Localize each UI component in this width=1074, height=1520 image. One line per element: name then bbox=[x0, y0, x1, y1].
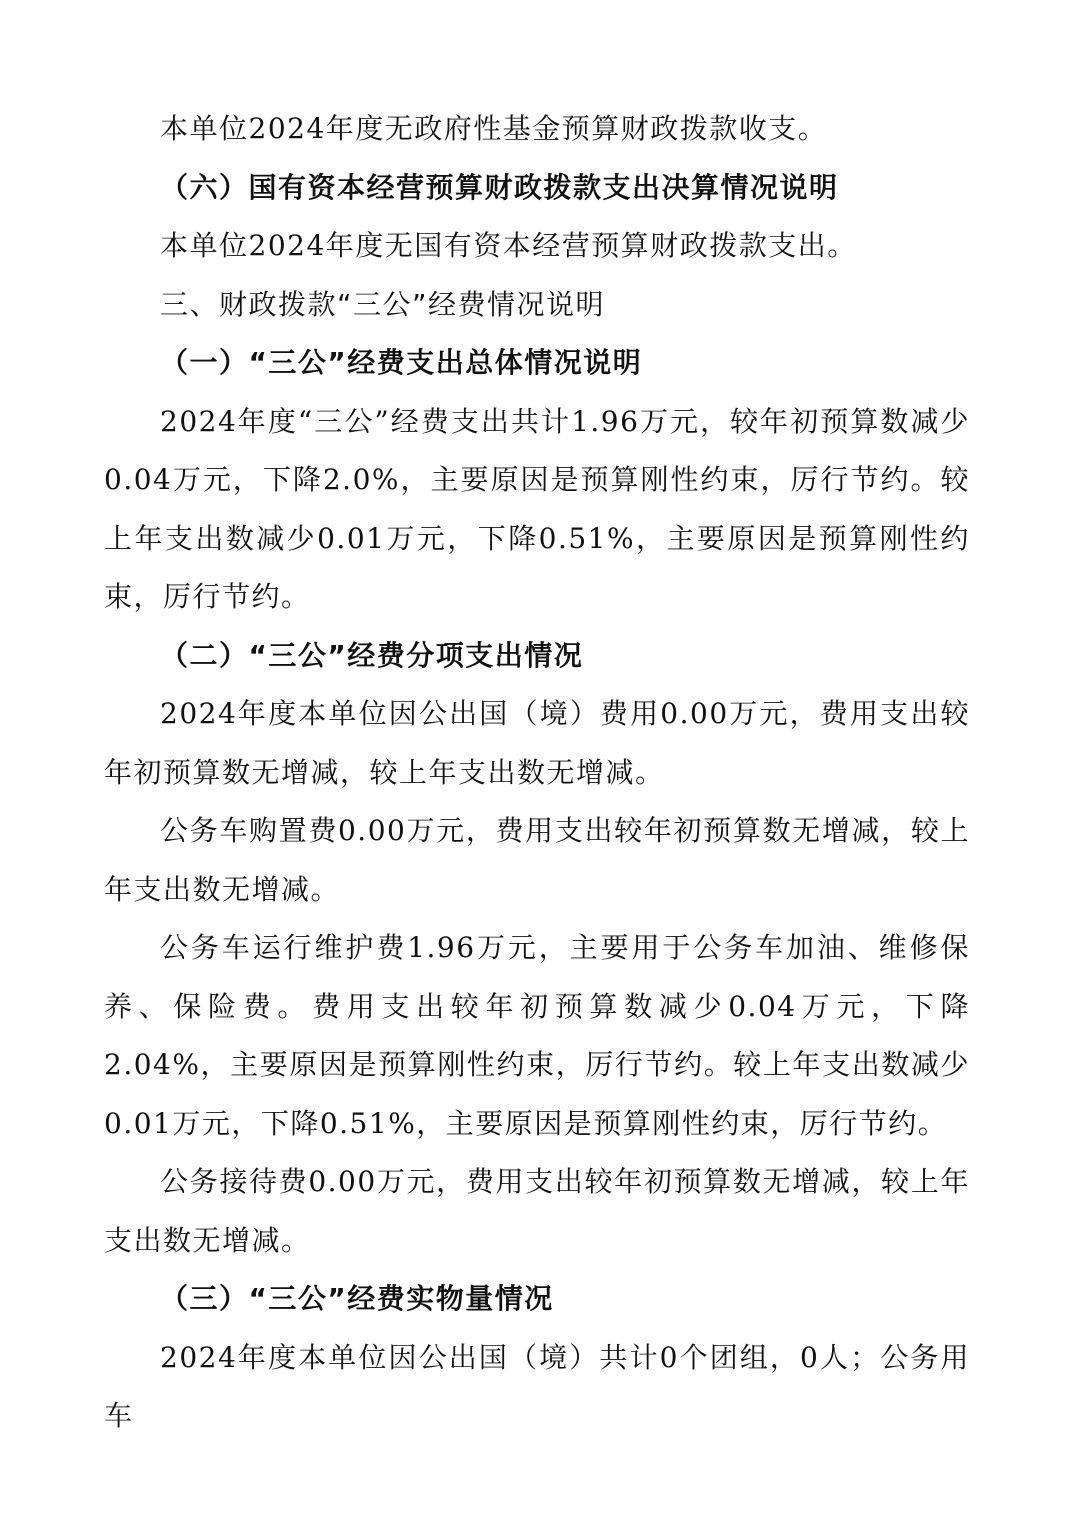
heading-state-capital: （六）国有资本经营预算财政拨款支出决算情况说明 bbox=[160, 170, 839, 204]
document-page bbox=[104, 100, 970, 1446]
paragraph-vehicle-purchase: 公务车购置费0.00万元，费用支出较年初预算数无增减，较上年支出数无增减。 bbox=[104, 814, 970, 906]
paragraph-no-state-capital: 本单位2024年度无国有资本经营预算财政拨款支出。 bbox=[160, 229, 857, 262]
paragraph-physical-quantity: 2024年度本单位因公出国（境）共计0个团组，0人；公务用车 bbox=[104, 1340, 970, 1432]
paragraph-no-gov-fund: 本单位2024年度无政府性基金预算财政拨款收支。 bbox=[160, 112, 828, 145]
paragraph-overall-expenditure: 2024年度“三公”经费支出共计1.96万元，较年初预算数减少0.04万元，下降2.0%，主要原因是预算刚性约束，厉行节约。较上年支出数减少0.01万元，下降0.51%，主要原因是预算刚性约束，厉行节约。 bbox=[104, 404, 970, 613]
heading-overall-expenditure: （一）“三公”经费支出总体情况说明 bbox=[160, 346, 643, 379]
paragraph-reception: 公务接待费0.00万元，费用支出较年初预算数无增减，较上年支出数无增减。 bbox=[104, 1165, 970, 1257]
heading-itemized-expenditure: （二）“三公”经费分项支出情况 bbox=[160, 638, 584, 672]
paragraph-vehicle-operation: 公务车运行维护费1.96万元，主要用于公务车加油、维修保养、保险费。费用支出较年初预算数减少0.04万元，下降2.04%，主要原因是预算刚性约束，厉行节约。较上年支出数减少0.01万元，下降0.51%，主要原因是预算刚性约束，厉行节约。 bbox=[104, 931, 970, 1140]
heading-physical-quantity: （三）“三公”经费实物量情况 bbox=[160, 1282, 554, 1315]
heading-three-public-section: 三、财政拨款“三公”经费情况说明 bbox=[160, 287, 606, 321]
paragraph-overseas-travel: 2024年度本单位因公出国（境）费用0.00万元，费用支出较年初预算数无增减，较上年支出数无增减。 bbox=[104, 697, 970, 789]
